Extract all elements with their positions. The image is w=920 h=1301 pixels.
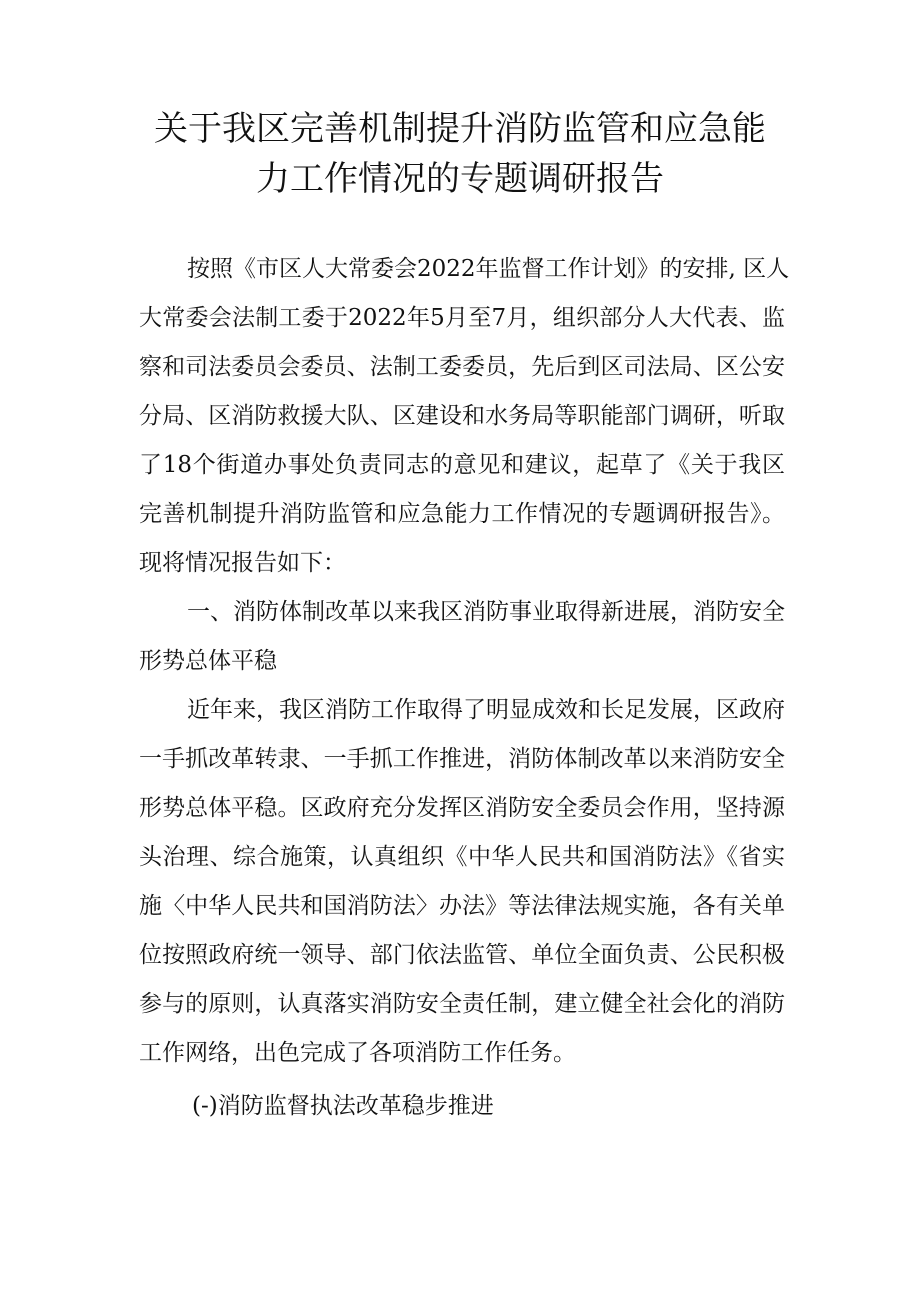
- subsection-heading: (-)消防监督执法改革稳步推进: [192, 1093, 494, 1119]
- intro-paragraph-line: 大常委会法制工委于2022年5月至7月，组织部分人大代表、监: [139, 305, 785, 331]
- section-body-line: 形势总体平稳。区政府充分发挥区消防安全委员会作用，坚持源: [139, 795, 785, 821]
- section-body-line: 工作网络，出色完成了各项消防工作任务。: [139, 1040, 576, 1066]
- intro-paragraph-line: 分局、区消防救援大队、区建设和水务局等职能部门调研，听取: [139, 403, 785, 429]
- section-body-line: 头治理、综合施策，认真组织《中华人民共和国消防法》《省实: [139, 844, 785, 870]
- intro-paragraph-line: 察和司法委员会委员、法制工委委员，先后到区司法局、区公安: [139, 354, 785, 380]
- intro-paragraph-line: 现将情况报告如下：: [139, 550, 346, 576]
- section-heading-line: 一、消防体制改革以来我区消防事业取得新进展，消防安全: [187, 599, 785, 625]
- section-heading-line: 形势总体平稳: [139, 648, 277, 674]
- document-title-line-1: 关于我区完善机制提升消防监管和应急能: [154, 109, 766, 149]
- section-body-line: 施〈中华人民共和国消防法〉办法》等法律法规实施，各有关单: [139, 893, 785, 919]
- intro-paragraph-line: 了18个街道办事处负责同志的意见和建议，起草了《关于我区: [139, 452, 785, 478]
- section-body-line: 一手抓改革转隶、一手抓工作推进，消防体制改革以来消防安全: [139, 746, 785, 772]
- intro-paragraph-line: 完善机制提升消防监管和应急能力工作情况的专题调研报告》。: [139, 501, 785, 527]
- section-body-line: 参与的原则，认真落实消防安全责任制，建立健全社会化的消防: [139, 991, 785, 1017]
- section-body-line: 近年来，我区消防工作取得了明显成效和长足发展，区政府: [187, 697, 785, 723]
- document-title-line-2: 力工作情况的专题调研报告: [256, 159, 664, 199]
- intro-paragraph-line: 按照《市区人大常委会2022年监督工作计划》的安排, 区人: [187, 256, 790, 282]
- section-body-line: 位按照政府统一领导、部门依法监管、单位全面负责、公民积极: [139, 942, 785, 968]
